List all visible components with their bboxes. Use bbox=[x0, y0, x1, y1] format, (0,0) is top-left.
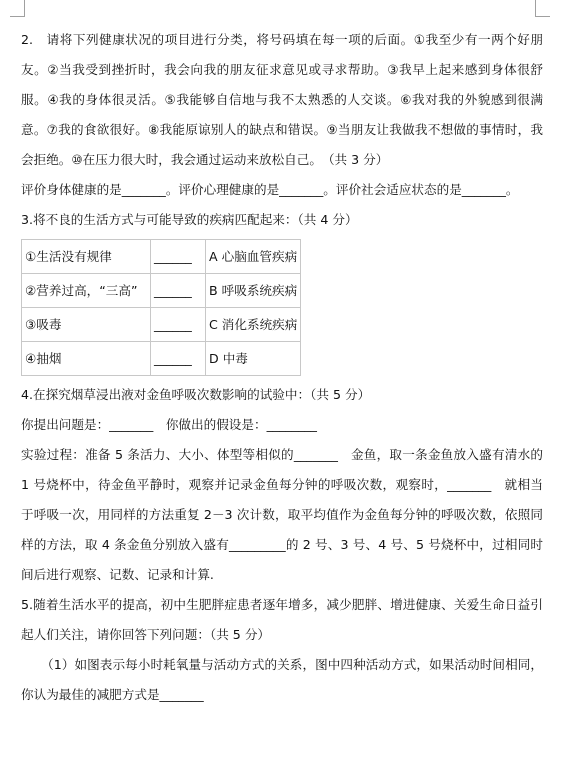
question-4-procedure: 实验过程：准备 5 条活力、大小、体型等相似的_______ 金鱼，取一条金鱼放入盛有清水的 1 号烧杯中，待金鱼平静时，观察并记录金鱼每分钟的呼吸次数，观察时，_______ 就相当于呼吸一次，用同样的方法重复 2－3 次计数，取平均值作为金鱼每分钟的呼吸次数，依照同样的方法，取 4 条金鱼分别放入盛有_________的 2 号、3 号、4 号、5 号烧杯中，过相同时间后进行观察、记数、记录和计算. bbox=[21, 447, 543, 582]
page-corner-mark-right bbox=[535, 0, 550, 17]
question-3-title: 3.将不良的生活方式与可能导致的疾病匹配起来：（共 4 分） bbox=[21, 212, 358, 227]
question-5-sub-1 bbox=[21, 650, 543, 710]
disease-cell: C 消化系统疾病 bbox=[206, 308, 301, 342]
question-4-title: 4.在探究烟草浸出液对金鱼呼吸次数影响的试验中：（共 5 分） bbox=[21, 387, 371, 402]
answer-blank-cell: ______ bbox=[151, 342, 206, 376]
worksheet-content bbox=[21, 25, 543, 710]
question-5-intro: 5.随着生活水平的提高，初中生肥胖症患者逐年增多，减少肥胖、增进健康、关爱生命日益引起人们关注，请你回答下列问题：（共 5 分） bbox=[21, 597, 543, 642]
disease-cell: B 呼吸系统疾病 bbox=[206, 274, 301, 308]
table-row bbox=[22, 308, 301, 342]
question-3-matching-table bbox=[21, 239, 301, 376]
table-row bbox=[22, 240, 301, 274]
answer-blank-cell: ______ bbox=[151, 308, 206, 342]
disease-cell: A 心脑血管疾病 bbox=[206, 240, 301, 274]
habit-cell: ①生活没有规律 bbox=[22, 240, 151, 274]
habit-cell: ④抽烟 bbox=[22, 342, 151, 376]
table-row bbox=[22, 342, 301, 376]
answer-blank-cell: ______ bbox=[151, 240, 206, 274]
habit-cell: ②营养过高，“三高” bbox=[22, 274, 151, 308]
page-corner-mark-left bbox=[10, 0, 25, 17]
disease-cell: D 中毒 bbox=[206, 342, 301, 376]
question-4-question-line: 你提出问题是：_______ 你做出的假设是：________ bbox=[21, 417, 317, 432]
habit-cell: ③吸毒 bbox=[22, 308, 151, 342]
question-5-sub-1-text: （1）如图表示每小时耗氧量与活动方式的关系，图中四种活动方式，如果活动时间相同，你认为最佳的减肥方式是_______ bbox=[21, 657, 543, 702]
table-row bbox=[22, 274, 301, 308]
question-2-answer-line: 评价身体健康的是_______。评价心理健康的是_______。评价社会适应状态的是_______。 bbox=[21, 182, 519, 197]
answer-blank-cell: ______ bbox=[151, 274, 206, 308]
question-2-text: 2. 请将下列健康状况的项目进行分类，将号码填在每一项的后面。①我至少有一两个好朋友。②当我受到挫折时，我会向我的朋友征求意见或寻求帮助。③我早上起来感到身体很舒服。④我的身体很灵活。⑤我能够自信地与我不太熟悉的人交谈。⑥我对我的外貌感到很满意。⑦我的食欲很好。⑧我能原谅别人的缺点和错误。⑨当朋友让我做我不想做的事情时，我会拒绝。⑩在压力很大时，我会通过运动来放松自己。 （共 3 分） bbox=[21, 32, 543, 167]
